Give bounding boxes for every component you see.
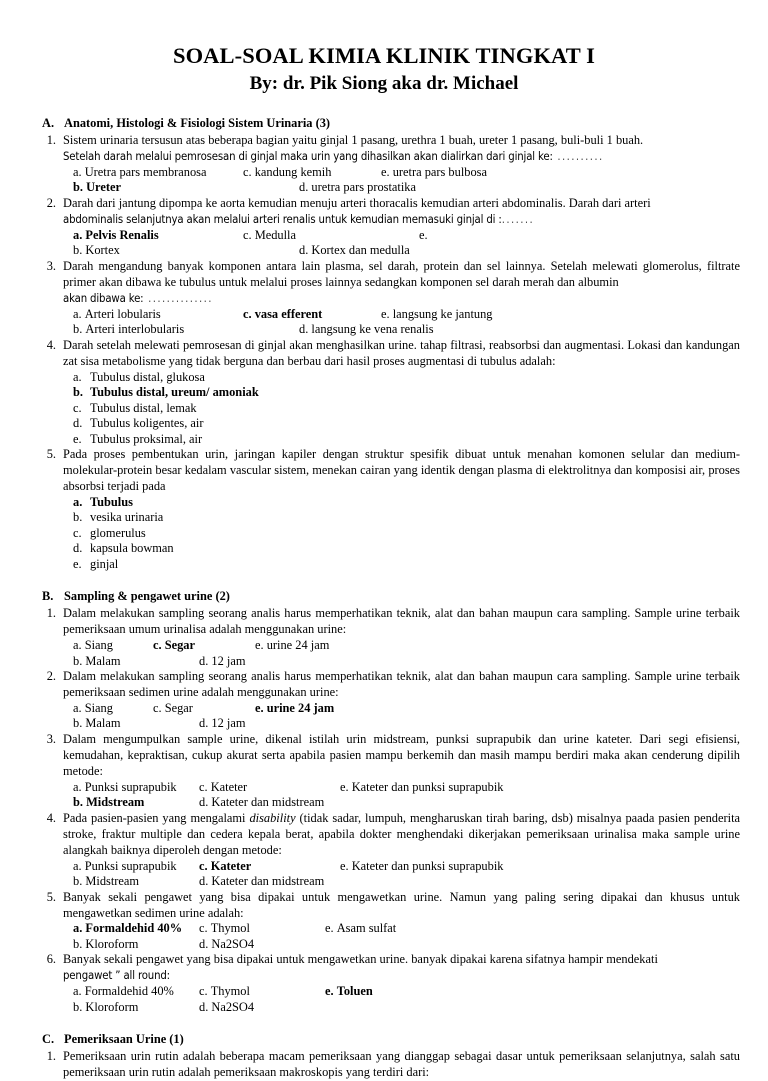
option-letter: c. (153, 638, 165, 653)
question-text: Darah mengandung banyak komponen antara lain plasma, sel darah, protein dan sel lainnya. Setelah melewati glomerolus, filtrate primer akan dibawa ke tubulus untuk melalui proses lainnya sedangkan komponen sel darah merah dan albumin (63, 258, 740, 289)
question-section (42, 589, 740, 1015)
option-d[interactable] (63, 416, 740, 432)
question-body (63, 338, 740, 447)
option-label: Midstream (85, 874, 140, 889)
option-c[interactable] (63, 401, 740, 417)
option-letter: b. (73, 936, 86, 951)
option-letter: e. (419, 227, 431, 242)
section-letter: C. (42, 1032, 55, 1047)
option-d[interactable] (199, 1000, 254, 1016)
option-row (63, 541, 740, 557)
option-letter: a. (73, 227, 86, 242)
option-row (63, 874, 740, 890)
option-a[interactable] (73, 921, 182, 937)
option-b[interactable] (73, 937, 138, 953)
option-e[interactable] (63, 557, 740, 573)
option-label: Punksi suprapubik (84, 858, 177, 873)
option-label: Kortex (85, 243, 120, 258)
option-b[interactable] (63, 385, 740, 401)
question-body (63, 196, 740, 259)
option-label: vasa efferent (254, 306, 323, 321)
question-text-secondary-label: abdominalis selanjutnya akan melalui arteri renalis untuk kemudian memasuki ginjal di : (63, 212, 502, 226)
option-label: uretra pars bulbosa (392, 164, 487, 179)
question-section (42, 1032, 740, 1081)
option-c[interactable] (243, 165, 331, 181)
option-label: glomerulus (90, 525, 146, 540)
option-label: Siang (84, 700, 113, 715)
question-text: Banyak sekali pengawet yang bisa dipakai untuk mengawetkan urine. Namun yang paling sering dipakai dan khusus untuk mengawetkan sedimen urine adalah: (63, 889, 740, 920)
option-e[interactable] (325, 921, 396, 937)
option-label: Na2SO4 (211, 999, 255, 1014)
option-a[interactable] (63, 370, 740, 386)
option-letter: c. (153, 700, 165, 715)
option-label: Formaldehid 40% (85, 921, 183, 936)
option-e[interactable] (381, 307, 493, 323)
question-body (63, 447, 740, 572)
option-letter: e. (73, 431, 82, 446)
option-row (63, 243, 740, 259)
question-number: 4. (46, 337, 56, 352)
option-letter: c. (243, 227, 255, 242)
question-list (42, 133, 740, 572)
option-label: langsung ke jantung (392, 306, 493, 321)
question-item (42, 133, 740, 196)
option-letter: a. (73, 306, 85, 321)
option-c[interactable] (63, 526, 740, 542)
question-text: Sistem urinaria tersusun atas beberapa bagian yaitu ginjal 1 pasang, urethra 1 buah, ureter 1 pasang, buli-buli 1 buah. (63, 133, 644, 148)
option-row (63, 322, 740, 338)
question-text-secondary (63, 212, 740, 228)
option-a[interactable] (73, 984, 174, 1000)
option-row (63, 165, 740, 181)
option-b[interactable] (63, 510, 740, 526)
option-label: Tubulus koligentes, air (90, 416, 204, 431)
option-label: urine 24 jam (266, 638, 330, 653)
option-label: Tubulus distal, ureum/ amoniak (90, 385, 259, 400)
option-b[interactable] (73, 243, 120, 259)
option-letter: a. (73, 779, 85, 794)
option-grid (63, 638, 740, 669)
option-row (63, 557, 740, 573)
question-text: Darah setelah melewati pemrosesan di ginjal akan menghasilkan urine. tahap filtrasi, reabsorbsi dan augmentasi. Lokasi dan kandungan zat sisa metabolisme yang tidak berguna dan berbau dari hasil proses augmentasi di tubulus adalah: (63, 337, 740, 368)
option-label: Asam sulfat (336, 921, 397, 936)
option-label: Pelvis Renalis (85, 227, 159, 242)
question-text-dots: ....... (501, 212, 535, 226)
option-label: Kortex dan medulla (311, 243, 410, 258)
option-grid (63, 921, 740, 952)
section-title: Sampling & pengawet urine (2) (64, 589, 230, 604)
option-label: Medulla (254, 227, 296, 242)
option-label: Arteri interlobularis (85, 322, 185, 337)
question-number: 2. (46, 669, 56, 684)
question-section (42, 116, 740, 572)
option-letter: d. (299, 180, 312, 195)
option-label: Kateter (210, 858, 252, 873)
option-row (63, 716, 740, 732)
option-c[interactable] (153, 701, 193, 717)
question-text-part: Pada pasien-pasien yang mengalami (63, 810, 250, 825)
option-d[interactable] (299, 243, 410, 259)
option-label: Midstream (86, 795, 145, 810)
option-letter: d. (299, 322, 312, 337)
option-label: 12 jam (211, 653, 246, 668)
option-c[interactable] (243, 228, 296, 244)
option-row (63, 385, 740, 401)
option-row (63, 859, 740, 875)
document-body (0, 96, 768, 1081)
question-item (42, 447, 740, 572)
option-label: langsung ke vena renalis (311, 322, 434, 337)
question-text: Banyak sekali pengawet yang bisa dipakai untuk mengawetkan urine. banyak dipakai karena sifatnya hampir mendekati (63, 952, 658, 967)
question-text (63, 811, 740, 859)
question-item (42, 890, 740, 953)
option-grid (63, 165, 740, 196)
option-label: Toluen (336, 984, 373, 999)
option-d[interactable] (299, 322, 434, 338)
option-letter: d. (199, 999, 212, 1014)
question-body (63, 669, 740, 732)
option-letter: e. (381, 164, 393, 179)
question-item (42, 259, 740, 338)
option-a[interactable] (73, 165, 207, 181)
option-d[interactable] (199, 654, 245, 670)
question-text-secondary (63, 291, 740, 307)
option-label: uretra pars prostatika (311, 180, 416, 195)
option-letter: b. (73, 716, 86, 731)
option-row (63, 495, 740, 511)
option-label: Arteri lobularis (84, 306, 161, 321)
option-row (63, 510, 740, 526)
question-body (63, 890, 740, 953)
option-list (63, 370, 740, 448)
option-row (63, 701, 740, 717)
option-d[interactable] (199, 716, 245, 732)
option-grid (63, 228, 740, 259)
option-label: vesika urinaria (90, 510, 164, 525)
option-grid (63, 780, 740, 811)
option-letter: c. (73, 525, 82, 540)
option-label: Kloroform (85, 936, 139, 951)
option-c[interactable] (199, 780, 247, 796)
section-letter: A. (42, 116, 55, 131)
option-row (63, 780, 740, 796)
question-text-emphasis: disability (249, 810, 296, 825)
option-letter: b. (73, 874, 86, 889)
option-d[interactable] (199, 937, 254, 953)
option-d[interactable] (63, 541, 740, 557)
option-d[interactable] (199, 874, 324, 890)
option-letter: d. (73, 541, 83, 556)
option-label: Segar (164, 638, 195, 653)
question-body (63, 133, 740, 196)
option-letter: d. (199, 653, 212, 668)
option-a[interactable] (73, 780, 177, 796)
option-letter: e. (325, 921, 337, 936)
option-label: Kateter dan midstream (211, 874, 325, 889)
option-row (63, 416, 740, 432)
question-item (42, 196, 740, 259)
question-item (42, 606, 740, 669)
question-text: Dalam melakukan sampling seorang analis harus memperhatikan teknik, alat dan bahan maupun cara sampling. Sample urine terbaik pemeriksaan umum urinalisa adalah menggunakan urine: (63, 606, 740, 637)
option-label: Siang (84, 638, 113, 653)
question-text-secondary-label: akan dibawa ke: (63, 291, 144, 305)
option-label: Thymol (210, 921, 250, 936)
option-row (63, 180, 740, 196)
option-label: kandung kemih (254, 164, 332, 179)
option-row (63, 984, 740, 1000)
question-text-part: (tidak sadar, lumpuh, mengharuskan tirah baring, dsb) misalnya paada pasien penderita stroke, fraktur multiple dan cedera kepala berat, apabila dokter menghendaki dikerjakan pemeriksaan urinalisa maka sample urine alangkah baiknya diperoleh dengan metode: (63, 810, 741, 857)
option-list (63, 495, 740, 573)
question-item (42, 1049, 740, 1081)
question-text-dots: .......... (552, 150, 604, 164)
option-row (63, 432, 740, 448)
option-label: 12 jam (211, 716, 246, 731)
option-a[interactable] (73, 638, 113, 654)
option-letter: d. (299, 243, 312, 258)
question-number: 5. (46, 447, 56, 462)
option-row (63, 638, 740, 654)
question-text: Pemeriksaan urin rutin adalah beberapa macam pemeriksaan yang dianggap sebagai dasar untuk pemeriksaan selanjutnya, salah satu pemeriksaan urin rutin adalah pemeriksaan makroskopis yang terdiri dari: (63, 1049, 740, 1080)
option-label: Kloroform (85, 999, 139, 1014)
option-label: Uretra pars membranosa (84, 164, 207, 179)
option-letter: a. (73, 369, 82, 384)
section-heading (42, 116, 740, 132)
section-title: Pemeriksaan Urine (1) (64, 1032, 184, 1047)
option-letter: a. (73, 700, 85, 715)
option-letter: b. (73, 795, 87, 810)
option-letter: c. (199, 984, 211, 999)
option-row (63, 307, 740, 323)
option-letter: a. (73, 164, 85, 179)
option-label: Na2SO4 (211, 936, 255, 951)
option-c[interactable] (199, 859, 251, 875)
option-e[interactable] (63, 432, 740, 448)
question-body (63, 1049, 740, 1081)
question-item (42, 338, 740, 447)
option-letter: d. (199, 795, 212, 810)
section-heading (42, 589, 740, 605)
question-text-secondary-label: pengawet ” all round: (63, 969, 170, 983)
section-title: Anatomi, Histologi & Fisiologi Sistem Urinaria (3) (64, 116, 331, 131)
option-letter: b. (73, 322, 86, 337)
option-a[interactable] (63, 495, 740, 511)
question-number: 4. (46, 810, 56, 825)
option-e[interactable] (381, 165, 487, 181)
question-number: 3. (46, 258, 56, 273)
option-label: kapsula bowman (90, 541, 174, 556)
option-letter: c. (199, 921, 211, 936)
question-number: 1. (46, 1049, 56, 1064)
option-e[interactable] (419, 228, 431, 244)
option-letter: a. (73, 921, 86, 936)
option-label: Kateter dan punksi suprapubik (351, 858, 504, 873)
option-letter: a. (73, 858, 85, 873)
option-label: Punksi suprapubik (84, 779, 177, 794)
option-letter: e. (255, 700, 267, 715)
option-b[interactable] (73, 874, 139, 890)
question-number: 1. (46, 606, 56, 621)
option-letter: e. (340, 858, 352, 873)
question-text: Dalam mengumpulkan sample urine, dikenal istilah urin midstream, punksi suprapubik dan urine kateter. Dari segi efisiensi, kemudahan, kepraktisan, cukup akurat serta apabila pasien mampu berkemih dan masih mampu berdiri maka akan cenderung dipilih metode: (63, 731, 740, 778)
option-letter: e. (340, 779, 352, 794)
option-grid (63, 984, 740, 1015)
question-body (63, 811, 740, 890)
option-row (63, 228, 740, 244)
option-letter: d. (73, 416, 83, 431)
option-c[interactable] (243, 307, 322, 323)
option-letter: a. (73, 984, 85, 999)
question-number: 3. (46, 731, 56, 746)
option-letter: c. (199, 858, 211, 873)
option-row (63, 1000, 740, 1016)
option-letter: d. (199, 874, 212, 889)
option-b[interactable] (73, 180, 121, 196)
option-b[interactable] (73, 654, 121, 670)
question-body (63, 952, 740, 1015)
question-item (42, 732, 740, 811)
question-body (63, 259, 740, 338)
option-letter: e. (325, 984, 337, 999)
question-text-secondary (63, 968, 740, 984)
option-label: Thymol (210, 984, 250, 999)
option-e[interactable] (325, 984, 373, 1000)
option-grid (63, 859, 740, 890)
option-b[interactable] (73, 322, 184, 338)
option-label: Ureter (86, 180, 121, 195)
option-a[interactable] (73, 228, 159, 244)
question-text-secondary (63, 149, 740, 165)
option-grid (63, 701, 740, 732)
question-number: 6. (46, 952, 56, 967)
option-letter: c. (199, 779, 211, 794)
option-letter: b. (73, 510, 83, 525)
option-label: Tubulus proksimal, air (90, 431, 203, 446)
option-letter: d. (199, 936, 212, 951)
option-label: Segar (164, 700, 193, 715)
question-text-secondary-label: Setelah darah melalui pemrosesan di ginjal maka urin yang dihasilkan akan dialirkan dari ginjal ke: (63, 150, 553, 164)
option-label: Tubulus (90, 494, 133, 509)
question-item (42, 811, 740, 890)
option-letter: c. (243, 164, 255, 179)
option-d[interactable] (299, 180, 416, 196)
option-letter: d. (199, 716, 212, 731)
option-label: Kateter dan midstream (211, 795, 325, 810)
option-b[interactable] (73, 795, 144, 811)
option-letter: e. (255, 638, 267, 653)
section-letter: B. (42, 589, 54, 604)
question-text-dots: .............. (143, 291, 213, 305)
question-item (42, 952, 740, 1015)
option-letter: a. (73, 494, 83, 509)
option-row (63, 937, 740, 953)
option-letter: c. (73, 400, 82, 415)
option-c[interactable] (199, 921, 250, 937)
document-title: SOAL-SOAL KIMIA KLINIK TINGKAT I (172, 43, 596, 68)
option-c[interactable] (199, 984, 250, 1000)
option-e[interactable] (255, 638, 329, 654)
option-a[interactable] (73, 859, 177, 875)
option-label: urine 24 jam (266, 700, 335, 715)
question-body (63, 606, 740, 669)
option-row (63, 654, 740, 670)
section-heading (42, 1032, 740, 1048)
option-label: Malam (85, 716, 121, 731)
question-body (63, 732, 740, 811)
option-row (63, 370, 740, 386)
option-b[interactable] (73, 1000, 138, 1016)
option-label: Formaldehid 40% (84, 984, 174, 999)
option-e[interactable] (255, 701, 334, 717)
option-grid (63, 307, 740, 338)
option-e[interactable] (340, 859, 503, 875)
option-a[interactable] (73, 307, 161, 323)
option-row (63, 921, 740, 937)
option-letter: e. (381, 306, 393, 321)
option-b[interactable] (73, 716, 121, 732)
question-number: 2. (46, 195, 56, 210)
question-number: 1. (46, 133, 56, 148)
option-d[interactable] (199, 795, 324, 811)
option-letter: b. (73, 243, 86, 258)
option-e[interactable] (340, 780, 503, 796)
option-letter: b. (73, 653, 86, 668)
option-letter: b. (73, 999, 86, 1014)
option-label: Malam (85, 653, 121, 668)
option-letter: e. (73, 556, 82, 571)
question-list (42, 606, 740, 1015)
option-letter: b. (73, 385, 83, 400)
question-list (42, 1049, 740, 1081)
question-text: Dalam melakukan sampling seorang analis harus memperhatikan teknik, alat dan bahan maupun cara sampling. Sample urine terbaik pemeriksaan sedimen urine adalah menggunakan urine: (63, 669, 740, 700)
option-row (63, 526, 740, 542)
option-label: ginjal (90, 556, 119, 571)
question-text: Pada proses pembentukan urin, jaringan kapiler dengan struktur spesifik dibuat untuk menahan komonen selular dan medium-molekular-protein besar kedalam vascular sistem, menekan cairan yang identik dengan plasma di elektrolitnya dan komposisi air, proses absorbsi terjadi pada (63, 447, 740, 493)
option-label: Tubulus distal, glukosa (90, 369, 205, 384)
question-text: Darah dari jantung dipompa ke aorta kemudian menuju arteri thoracalis kemudian arteri abdominalis. Darah dari arteri (63, 195, 651, 210)
option-row (63, 401, 740, 417)
option-row (63, 795, 740, 811)
option-letter: c. (243, 306, 255, 321)
option-label: Tubulus distal, lemak (90, 400, 197, 415)
option-letter: b. (73, 180, 87, 195)
question-item (42, 669, 740, 732)
option-label: Kateter dan punksi suprapubik (351, 779, 504, 794)
question-number: 5. (46, 889, 56, 904)
option-letter: a. (73, 638, 85, 653)
option-c[interactable] (153, 638, 195, 654)
option-label: Kateter (210, 779, 248, 794)
option-a[interactable] (73, 701, 113, 717)
document-subtitle: By: dr. Pik Siong aka dr. Michael (249, 73, 519, 95)
